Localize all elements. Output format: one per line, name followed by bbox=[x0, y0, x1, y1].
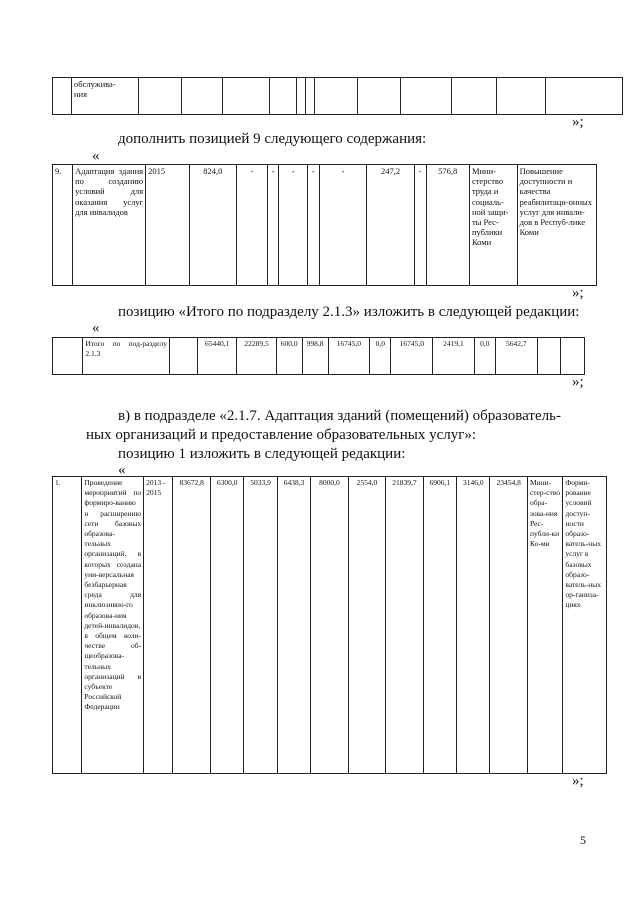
cell-result: Форми-рование условий доступ-ности образо-ватель-ных услуг в базовых образо-ватель-ных ор-ганиза-циях bbox=[563, 477, 607, 774]
cell-year: 2015 bbox=[146, 165, 189, 286]
cell-total: 824,0 bbox=[189, 165, 237, 286]
cell-value: - bbox=[319, 165, 367, 286]
cell-value: 6300,0 bbox=[210, 477, 243, 774]
cell bbox=[306, 78, 315, 115]
cell-value: 3146,0 bbox=[457, 477, 490, 774]
closing-quote: »; bbox=[572, 773, 584, 789]
cell-num: 1. bbox=[53, 477, 82, 774]
paragraph: ных организаций и предоставление образовательных услуг»: bbox=[86, 427, 477, 443]
cell bbox=[53, 78, 72, 115]
cell-value: 998,8 bbox=[302, 338, 328, 375]
cell-value: 16745,0 bbox=[328, 338, 370, 375]
cell-value: 2554,0 bbox=[348, 477, 385, 774]
opening-quote: « bbox=[92, 148, 100, 164]
cell bbox=[169, 338, 197, 375]
cell-value: 83672,8 bbox=[173, 477, 210, 774]
cell-name: обслужива- ния bbox=[72, 78, 139, 115]
closing-quote: »; bbox=[572, 285, 584, 301]
cell-executor: Мини-стер-ство обра-зова-ния Рес-публи-ки Ко-ми bbox=[527, 477, 562, 774]
cell-executor: Мини-стерство труда и социаль-ной защи-ты Рес-публики Коми bbox=[469, 165, 517, 286]
cell-value: 65440,1 bbox=[198, 338, 237, 375]
cell-value: 8000,0 bbox=[311, 477, 348, 774]
cell-num: 9. bbox=[53, 165, 73, 286]
cell-value: 247,2 bbox=[367, 165, 415, 286]
cell bbox=[182, 78, 223, 115]
cell-value: - bbox=[308, 165, 320, 286]
cell bbox=[358, 78, 401, 115]
cell-value: 0,0 bbox=[370, 338, 391, 375]
cell bbox=[546, 78, 623, 115]
cell bbox=[452, 78, 497, 115]
total-table bbox=[52, 337, 585, 375]
cell bbox=[561, 338, 585, 375]
paragraph: позицию 1 изложить в следующей редакции: bbox=[118, 446, 406, 462]
cell-value: - bbox=[279, 165, 308, 286]
cell-value: 0,0 bbox=[474, 338, 495, 375]
cell-value: 5033,9 bbox=[244, 477, 277, 774]
cell-value: 600,0 bbox=[276, 338, 302, 375]
cell-value: 16745,0 bbox=[391, 338, 433, 375]
cell-name: Проведение мероприятий по формиро-ванию и расширению сети базовых образова-тельных организаций, в которых создана уни-версальная безбарьерная среда для инклюзивно-го образова-ния детей-инвалидов, в общем коли-честве об-щеобразова-тельных организаций в субъекте Российской Федерации bbox=[82, 477, 144, 774]
paragraph: позицию «Итого по подразделу 2.1.3» изложить в следующей редакции: bbox=[118, 304, 580, 320]
cell-value: 23454,8 bbox=[490, 477, 527, 774]
cell bbox=[297, 78, 306, 115]
cell-year: 2013 - 2015 bbox=[144, 477, 173, 774]
closing-quote: »; bbox=[572, 114, 584, 130]
cell-result: Повышение доступности и качества реабилитаци-онных услуг для инвали-дов в Респуб-лике Коми bbox=[517, 165, 596, 286]
paragraph: дополнить позицией 9 следующего содержания: bbox=[118, 131, 427, 147]
continuation-table bbox=[52, 77, 623, 115]
opening-quote: « bbox=[92, 320, 100, 336]
cell bbox=[537, 338, 561, 375]
cell-value: 21839,7 bbox=[386, 477, 423, 774]
cell bbox=[315, 78, 358, 115]
cell bbox=[497, 78, 546, 115]
position-1-table bbox=[52, 476, 607, 774]
cell-value: 6906,1 bbox=[423, 477, 456, 774]
paragraph: в) в подразделе «2.1.7. Адаптация зданий (помещений) образователь- bbox=[118, 408, 561, 424]
cell bbox=[53, 338, 83, 375]
cell-value: 22289,5 bbox=[237, 338, 276, 375]
cell bbox=[270, 78, 297, 115]
cell-value: - bbox=[237, 165, 268, 286]
page-number: 5 bbox=[580, 833, 586, 847]
cell-value: - bbox=[414, 165, 426, 286]
cell-value: 6438,3 bbox=[277, 477, 310, 774]
cell-value: 2419,1 bbox=[433, 338, 475, 375]
cell bbox=[401, 78, 452, 115]
cell-name: Адаптация здания по созданию условий для оказания услуг для инвалидов bbox=[73, 165, 146, 286]
cell bbox=[223, 78, 270, 115]
position-9-table bbox=[52, 164, 597, 286]
cell bbox=[139, 78, 182, 115]
cell-value: 576,8 bbox=[426, 165, 469, 286]
cell-name: Итого по под-разделу 2.1.3 bbox=[83, 338, 170, 375]
opening-quote: « bbox=[118, 462, 126, 478]
closing-quote: »; bbox=[572, 374, 584, 390]
cell-value: 5642,7 bbox=[496, 338, 538, 375]
cell-value: - bbox=[267, 165, 279, 286]
